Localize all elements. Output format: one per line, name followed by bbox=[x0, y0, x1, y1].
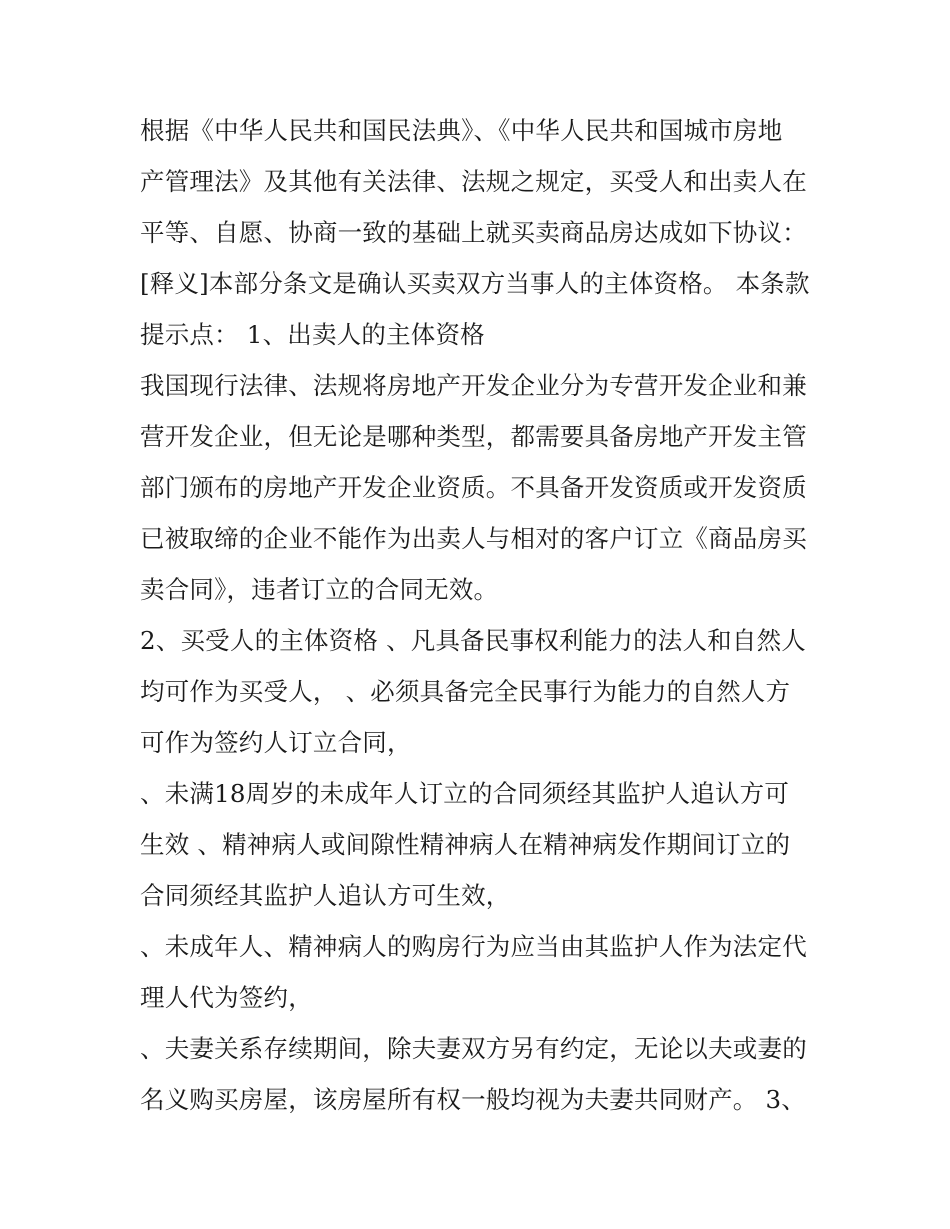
text-line: 、未满18周岁的未成年人订立的合同须经其监护人追认方可 bbox=[140, 779, 790, 808]
text-line: 均可作为买受人， 、必须具备完全民事行为能力的自然人方 bbox=[140, 677, 791, 706]
text-line: 卖合同》，违者订立的合同无效。 bbox=[140, 575, 499, 604]
text-line: 生效 、精神病人或间隙性精神病人在精神病发作期间订立的 bbox=[140, 830, 791, 859]
text-line: 我国现行法律、法规将房地产开发企业分为专营开发企业和兼 bbox=[140, 371, 807, 400]
text-line: [释义]本部分条文是确认买卖双方当事人的主体资格。 本条款 bbox=[140, 269, 810, 298]
text-line: 合同须经其监护人追认方可生效， bbox=[140, 881, 511, 910]
text-line: 根据《中华人民共和国民法典》、《中华人民共和国城市房地 bbox=[140, 116, 783, 145]
text-line: 、未成年人、精神病人的购房行为应当由其监护人作为法定代 bbox=[140, 932, 807, 961]
text-line: 名义购买房屋，该房屋所有权一般均视为夫妻共同财产。 3、 bbox=[140, 1085, 806, 1114]
document-body bbox=[140, 105, 820, 1125]
text-line: 理人代为签约， bbox=[140, 983, 313, 1012]
text-line: 已被取缔的企业不能作为出卖人与相对的客户订立《商品房买 bbox=[140, 524, 807, 553]
text-line: 平等、自愿、协商一致的基础上就买卖商品房达成如下协议： bbox=[140, 218, 807, 247]
text-line: 2、买受人的主体资格 、凡具备民事权利能力的法人和自然人 bbox=[140, 626, 806, 655]
text-line: 营开发企业，但无论是哪种类型，都需要具备房地产开发主管 bbox=[140, 422, 807, 451]
text-line: 提示点： 1、出卖人的主体资格 bbox=[140, 320, 485, 349]
text-line: 可作为签约人订立合同， bbox=[140, 728, 412, 757]
text-line: 、夫妻关系存续期间，除夫妻双方另有约定，无论以夫或妻的 bbox=[140, 1034, 807, 1063]
text-line: 部门颁布的房地产开发企业资质。不具备开发资质或开发资质 bbox=[140, 473, 807, 502]
text-line: 产管理法》及其他有关法律、法规之规定，买受人和出卖人在 bbox=[140, 167, 807, 196]
